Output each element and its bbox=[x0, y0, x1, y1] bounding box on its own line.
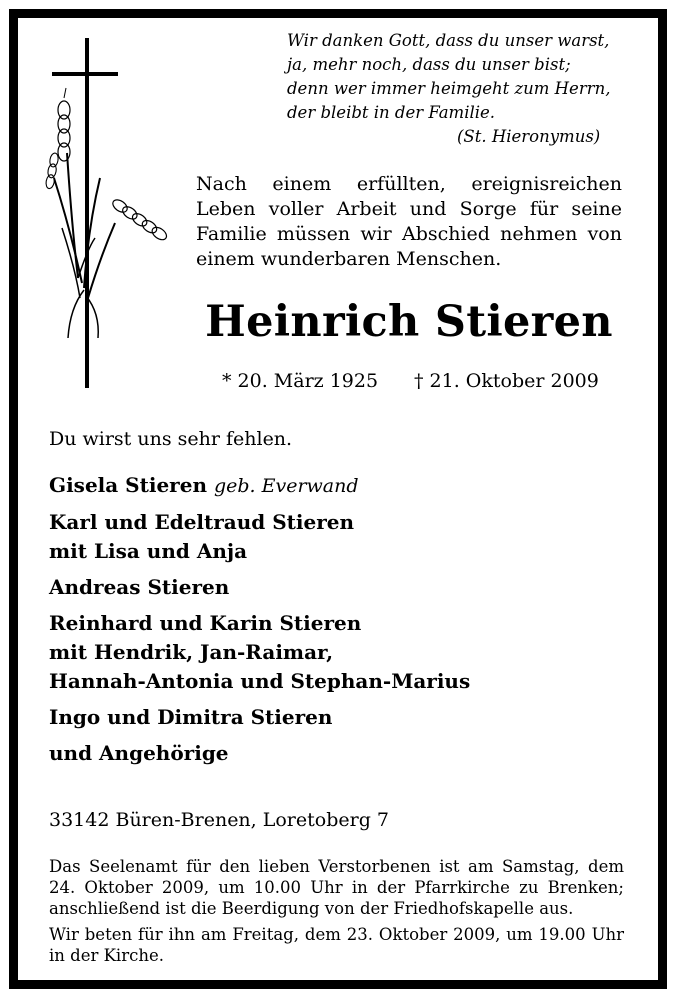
birth-date: * 20. März 1925 bbox=[222, 370, 379, 392]
requiem-notice: Das Seelenamt für den lieben Verstorbenen ist am Samstag, dem 24. Oktober 2009, um 10.00 Uhr in der Pfarrkirche zu Brenken; anschließend ist die Beerdigung von der Friedhofskapelle aus. bbox=[49, 857, 624, 918]
mourner-line: mit Hendrik, Jan-Raimar, bbox=[49, 640, 334, 664]
quote-line: ja, mehr noch, dass du unser bist; bbox=[287, 55, 571, 74]
quote-block bbox=[287, 29, 627, 149]
mourner-entry bbox=[49, 609, 629, 696]
quote-line: denn wer immer heimgeht zum Herrn, bbox=[287, 79, 611, 98]
deceased-name: Heinrich Stieren bbox=[205, 297, 613, 347]
intro-text: Nach einem erfüllten, ereignisreichen Leben voller Arbeit und Sorge für seine Familie müssen wir Abschied nehmen von einem wunderbaren Menschen. bbox=[196, 173, 622, 270]
mourner-name: Gisela Stieren bbox=[49, 473, 207, 497]
cross-with-wheat-icon bbox=[40, 28, 170, 388]
mourner-line: Reinhard und Karin Stieren bbox=[49, 611, 362, 635]
life-dates bbox=[222, 367, 622, 395]
quote-line: der bleibt in der Familie. bbox=[287, 103, 496, 122]
mourner-line: Karl und Edeltraud Stieren bbox=[49, 510, 355, 534]
family-address: 33142 Büren-Brenen, Loretoberg 7 bbox=[49, 809, 389, 831]
mourner-line: Hannah-Antonia und Stephan-Marius bbox=[49, 669, 471, 693]
mourner-entry bbox=[49, 508, 629, 566]
mourners-list bbox=[49, 471, 629, 775]
quote-line: Wir danken Gott, dass du unser warst, bbox=[287, 31, 610, 50]
death-date: † 21. Oktober 2009 bbox=[414, 370, 599, 392]
mourner-line: und Angehörige bbox=[49, 741, 229, 765]
mourner-entry bbox=[49, 573, 629, 602]
mourner-line: Andreas Stieren bbox=[49, 575, 230, 599]
mourner-line: Ingo und Dimitra Stieren bbox=[49, 705, 333, 729]
farewell-line: Du wirst uns sehr fehlen. bbox=[49, 428, 293, 450]
service-info bbox=[49, 856, 624, 971]
mourner-entry bbox=[49, 739, 629, 768]
mourner-line: mit Lisa und Anja bbox=[49, 539, 248, 563]
prayer-notice: Wir beten für ihn am Freitag, dem 23. Oktober 2009, um 19.00 Uhr in der Kirche. bbox=[49, 925, 624, 965]
mourner-entry bbox=[49, 471, 629, 501]
quote-author: (St. Hieronymus) bbox=[457, 127, 601, 146]
maiden-name-note: geb. Everwand bbox=[213, 475, 359, 497]
mourner-entry bbox=[49, 703, 629, 732]
